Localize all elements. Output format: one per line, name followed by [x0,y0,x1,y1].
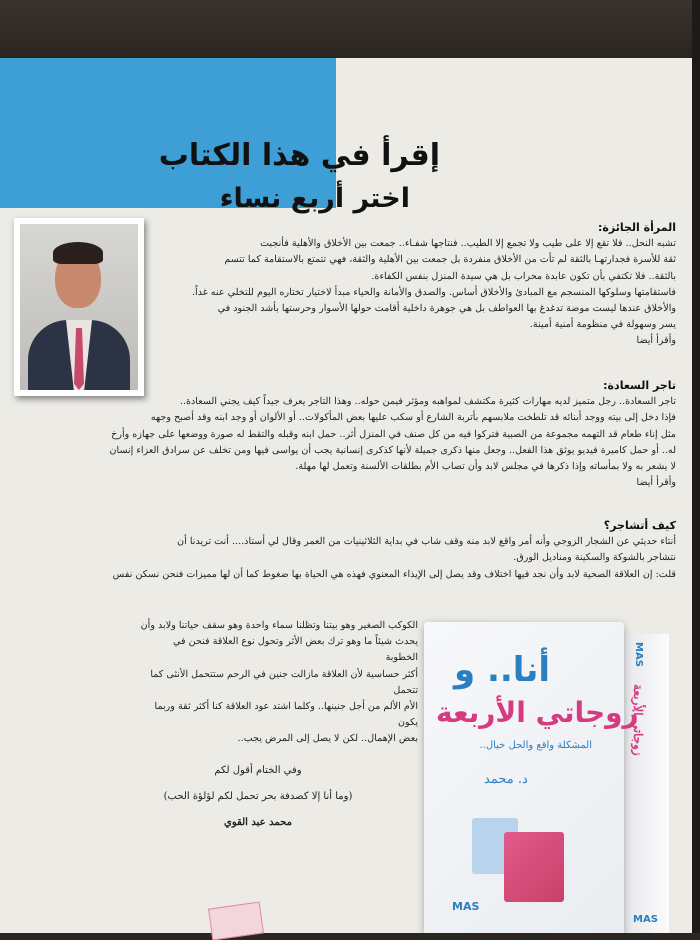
spine-title: زوجاتي الأربعة [631,684,645,756]
heading-line-2: اختر أربع نساء [219,183,410,214]
section-how-quarrel [40,518,676,583]
book-pink-graphic [504,832,564,902]
section-line: بالثقة.. فلا تكتفي بأن تكون عابدة محراب بل هي سيدة المنزل بنفس الكفاءة. [371,270,676,282]
section-line: بعض الإهمال.. لكن لا يصل إلى المرض يجب.. [237,733,418,745]
book-front [424,622,639,933]
section-line: مثل إناء طعام قد التهمه مجموعة من الصبية فتركوا فيه من كل صنف في المنزل أثر.. حمل ابنه وقبله والتقط له صورة ووضعها على جهازه وأرخ [111,428,676,440]
section-title: تاجر السعادة: [603,379,676,392]
book-author: د. محمد [484,772,528,787]
book-subtitle: المشكلة واقع والحل خيال.. [479,740,592,751]
book-cover-image [424,614,668,933]
section-prize-woman [150,220,676,350]
section-title: كيف أتشاجر؟ [603,519,676,532]
section-line: قلت: إن العلاقة الصحية لابد وأن نجد فيها اختلاف وقد يصل إلى الإيذاء المعنوي فهذه هي الحياة بها ضغوط كما أن لها مميزات فنحن نسكن نفس [112,568,676,580]
table-background-top [0,0,700,60]
table-background-right [692,0,700,933]
section-line: أنتاء حديثي عن الشجار الزوجي وأنه أمر واقع لابد منه وقف شاب في بداية الثلاثينيات من العمر وقال لي أستاذ.... أنت تريدنا أن [177,536,676,548]
section-how-quarrel-continued [140,618,418,748]
section-line: الكوكب الصغير وهو بيتنا وتظلنا سماء واحدة وهو سقف حياتنا ولابد وأن [140,620,418,631]
book-spine [622,634,669,933]
book-back-cover [0,58,692,933]
section-line: تاجر السعادة.. رجل متميز لديه مهارات كثيرة مكتشف لمواهبه ومؤثر فيمن حوله.. وهذا التاجر يعرف جيداً كيف يجني السعادة.. [179,396,676,408]
closing-line-2: (وما أنا إلا كصدفة بحر تحمل لكم لؤلؤة الحب) [163,791,353,802]
spine-bottom-logo: MAS [633,914,658,925]
section-line: والأخلاق عندها ليست موضة تدغدغ بها العواطف بل هي جوهرة داخلية أقامت حولها الأسوار وحرستها بأشد الجنود في [217,303,676,315]
section-line: ثقة للأسرة فجدارتهـا بالثقة لم تأت من الأخلاق منفردة بل جمعت بين الأهلية والثقة، فهي تتمتع بالاستقامة كما تتسم [224,254,676,266]
book-title-line-2: زوجاتي الأربعة [436,696,639,729]
section-line: له.. أو حمل كاميرة فيديو يوثق هذا الفعل.. وجعل منها ذكرى جميلة لأنها كذكرى إنسانية يجب أن يواسى فيها ومن تخلف عن سرادق العزاء إنسان [109,444,676,456]
section-line: يحدث شيئاً ما وهو ترك بعض الأثر وتحول نوع العلاقة فنحن في الخطوبة [173,636,418,664]
book-publisher-logo: MAS [452,900,480,913]
section-line: الأم الألم من أجل جنينها.. وكلما اشتد عود العلاقة كنا أكثر ثقة وربما يكون [154,701,418,729]
pink-card-corner [208,902,264,940]
read-also: وأقرأ أيضا [636,477,676,489]
section-happiness-merchant [40,378,676,491]
section-line: أكثر حساسية لأن العلاقة مازالت جنين في الرحم ستتحمل الأنثى كما تتحمل [150,668,418,696]
section-line: يسر وسهولة في منظومة أمنية أمينة. [529,319,676,331]
section-line: لا يشعر به ولا بمأساته وإذا ذكرها في مجلس لابد وأن تصاب الأم بطلقات الألسنة وتعمل لها مهلة. [295,461,676,473]
author-hair [53,242,103,264]
spine-publisher-logo: MAS [633,642,644,667]
section-line: فإذا دخل إلى بيته ووجد أبنائه قد تلطخت ملابسهم بأتربة الشارع أو سكب عليها بعض المأكولات.. أو الألوان أو وجد ابنه وقد أصبح وجهه [150,412,676,424]
book-title-line-1: أنا.. و [454,650,550,690]
author-signature: محمد عبد القوي [224,817,292,828]
section-line: تشبه النحل.. فلا تقع إلا على طيب ولا تجمع إلا الطيب.. فنتاجها شفـاء.. جمعت بين الأخلاق والأهلية فأنجبت [260,238,676,250]
section-title: المرأة الجائزة: [597,221,676,234]
read-also: وأقرأ أيضا [636,335,676,347]
section-line: نتشاجر بالشوكة والسكينة ومناديل الورق. [513,552,676,564]
heading-line-1: إقرأ في هذا الكتاب [158,138,440,173]
closing-line-1: وفي الختام أقول لكم [214,765,302,776]
closing-block [158,758,358,836]
section-line: فاستقامتها وسلوكها المنسجم مع المبادئ والأخلاق أساس. والصدق والأمانة والحياء مبدأ لاختيار تختاره اليوم للتخلي عنه غداً. [191,286,676,298]
author-photo [14,218,144,396]
